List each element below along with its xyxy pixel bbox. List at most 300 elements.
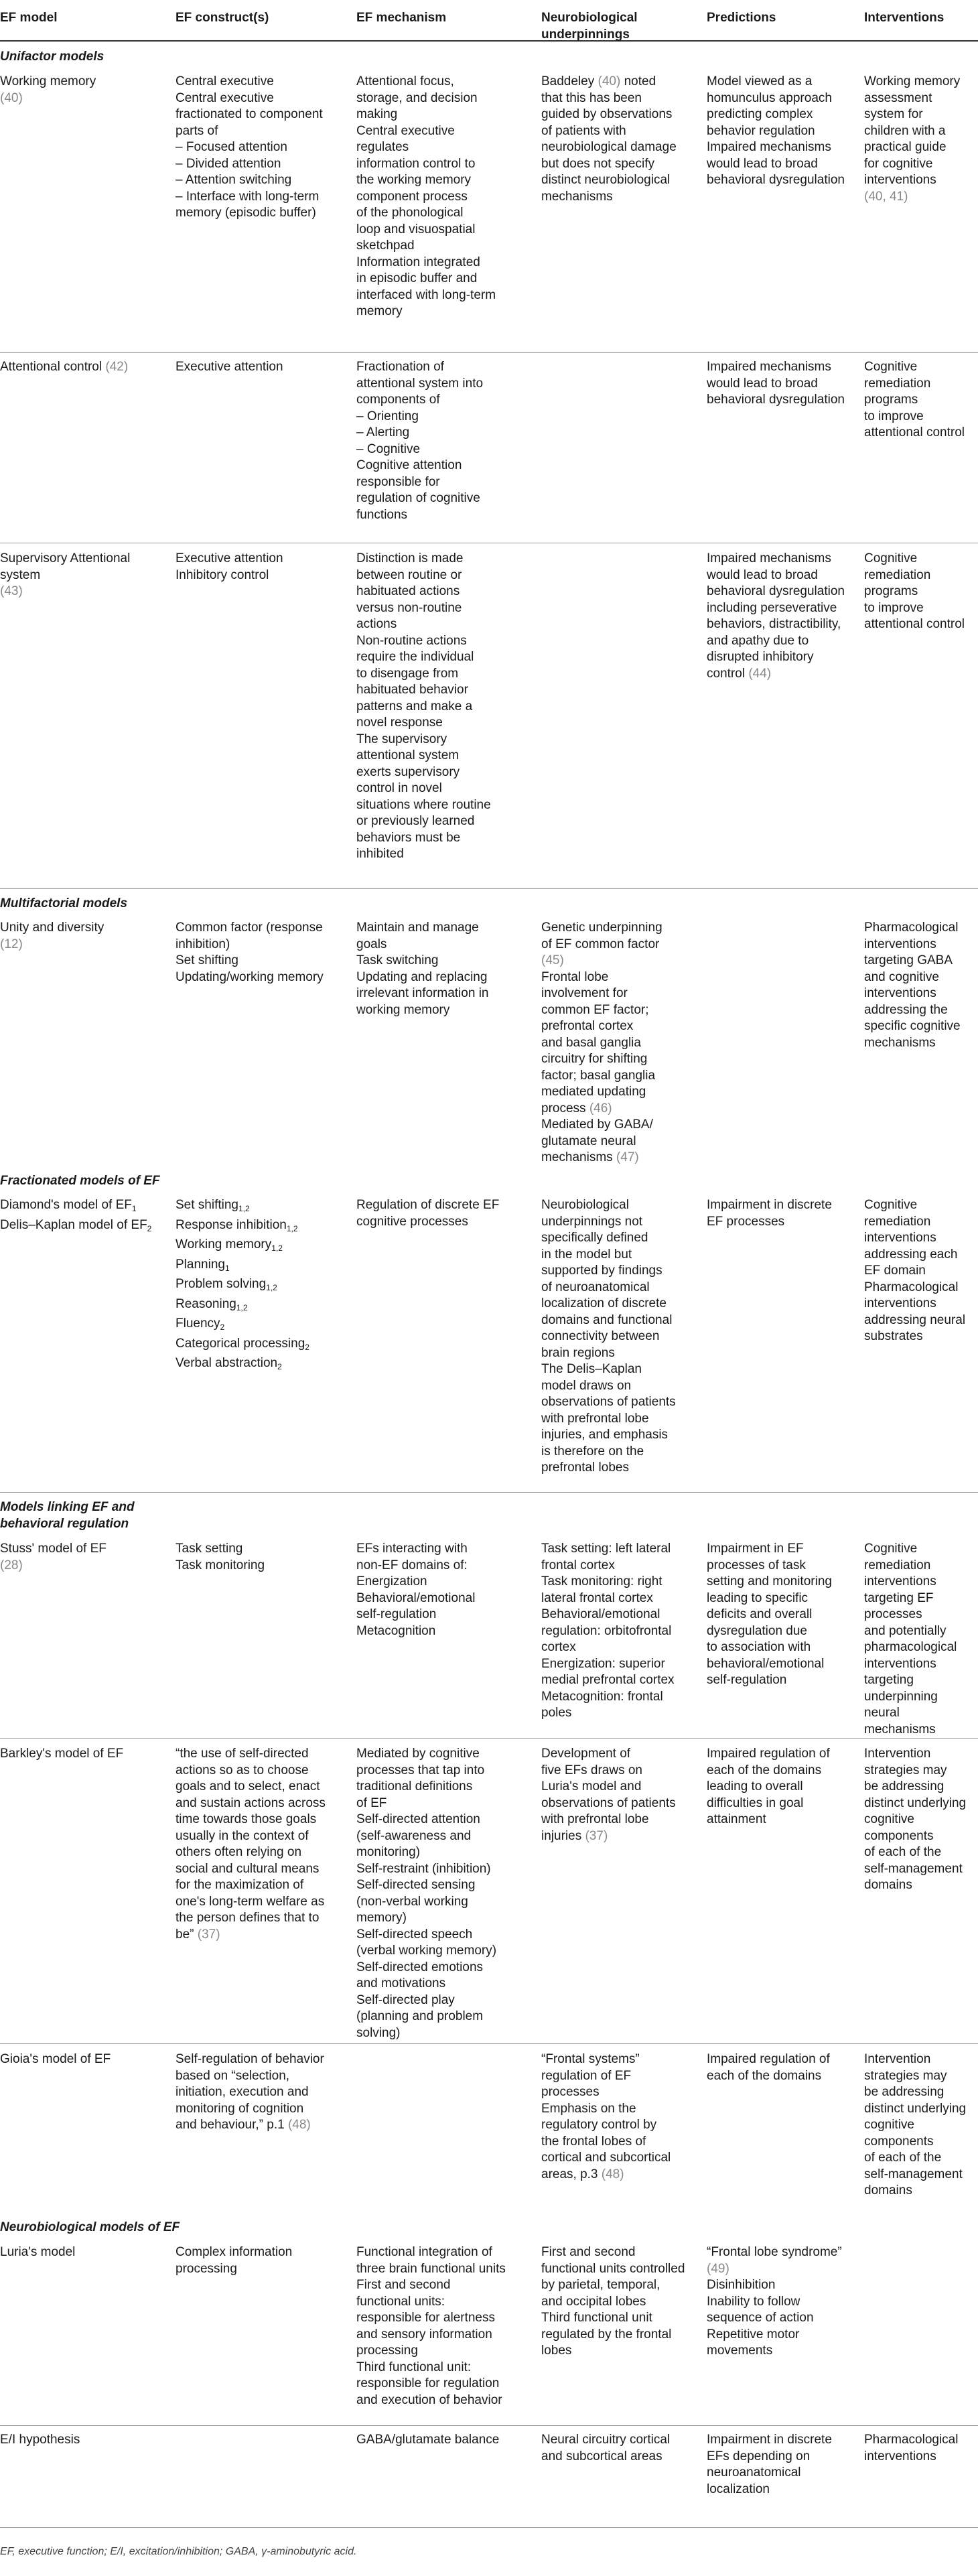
cell-line: interventions	[864, 1574, 936, 1588]
cell-line: Stuss' model of EF	[0, 1542, 107, 1556]
table-header	[0, 0, 978, 42]
cell-line: Response inhibition$_{1,2}$	[176, 1217, 298, 1233]
cell-line: strategies may	[864, 1763, 947, 1777]
cell-line: five EFs draws on	[541, 1763, 642, 1777]
cell-line: (49)	[707, 2261, 729, 2276]
cell-line: – Interface with long-term	[176, 189, 320, 204]
cell-line: Baddeley (40) noted	[541, 74, 656, 88]
cell-line: Mediated by cognitive	[356, 1747, 480, 1761]
cell-line: leading to overall	[707, 1779, 803, 1793]
cell-line: – Focused attention	[176, 140, 287, 154]
cell-line: guided by observations	[541, 107, 673, 121]
cell-line: Task monitoring	[176, 1558, 265, 1572]
cell-line: remediation	[864, 567, 931, 582]
cell-line: habituated actions	[356, 584, 460, 598]
cell-line: Task setting	[176, 1542, 243, 1556]
col-ef-mechanism	[356, 1541, 527, 1639]
cell-line: responsible for	[356, 474, 440, 489]
cell-line: each of the domains	[707, 1763, 822, 1777]
col-predictions	[707, 359, 854, 409]
cell-line: (non-verbal working	[356, 1894, 468, 1909]
col-predictions	[707, 1746, 854, 1828]
cell-line: interventions	[864, 1296, 936, 1310]
cell-line: usually in the context of	[176, 1828, 309, 1843]
cell-line: by parietal, temporal,	[541, 2278, 660, 2292]
header-ef-constructs: EF construct(s)	[176, 11, 269, 25]
cell-line: three brain functional units	[356, 2261, 506, 2276]
cell-line: (40, 41)	[864, 189, 908, 204]
cell-line: Maintain and manage	[356, 921, 479, 935]
col-ef-construct	[176, 74, 346, 222]
cell-line: programs	[864, 584, 918, 598]
cell-line: movements	[707, 2344, 773, 2358]
col-ef-model	[0, 1197, 167, 1237]
table-row-ei	[0, 2432, 978, 2528]
cell-line: Impairment in EF	[707, 1542, 804, 1556]
cell-line: areas, p.3 (48)	[541, 2167, 624, 2181]
cell-line: Task monitoring: right	[541, 1574, 662, 1588]
cell-line: Set shifting	[176, 953, 238, 967]
cell-line: (verbal working memory)	[356, 1944, 497, 1958]
col-interventions	[864, 920, 978, 1051]
cell-line: novel response	[356, 716, 443, 730]
col-ef-mechanism	[356, 359, 527, 523]
cell-line: Frontal lobe	[541, 969, 609, 984]
cell-line: to improve	[864, 600, 924, 615]
cell-line: Cognitive attention	[356, 458, 462, 472]
cell-line: self-management	[864, 1861, 963, 1876]
cell-line: goals	[356, 937, 387, 951]
col-ef-mechanism	[356, 2432, 527, 2449]
cell-line: Self-restraint (inhibition)	[356, 1861, 491, 1876]
cell-line: Third functional unit:	[356, 2360, 472, 2374]
cell-line: would lead to broad	[707, 156, 818, 171]
col-predictions	[707, 74, 854, 189]
cell-line: – Cognitive	[356, 442, 421, 456]
cell-line: mechanisms	[864, 1035, 936, 1050]
cell-line: Updating/working memory	[176, 969, 324, 984]
cell-line: dysregulation due	[707, 1623, 807, 1638]
cell-line: be addressing	[864, 2085, 945, 2099]
cell-line: factor; basal ganglia	[541, 1068, 656, 1083]
cell-line: Diamond's model of $EF_1$	[0, 1198, 137, 1213]
cell-line: attentional control	[864, 617, 965, 631]
col-predictions	[707, 1197, 854, 1230]
col-ef-construct	[176, 2244, 346, 2277]
section-title-multifactorial: Multifactorial models	[0, 896, 128, 910]
col-ef-model	[0, 359, 167, 376]
cell-line: Barkley's model of EF	[0, 1747, 124, 1761]
cell-line: circuitry for shifting	[541, 1052, 648, 1066]
cell-line: Intervention	[864, 1747, 931, 1761]
cell-line: involvement for	[541, 986, 628, 1000]
cell-line: frontal cortex	[541, 1558, 615, 1572]
cell-line: self-management	[864, 2167, 963, 2181]
cell-line: of EF common factor	[541, 937, 660, 951]
cell-line: Genetic underpinning	[541, 921, 662, 935]
cell-line: and motivations	[356, 1976, 446, 1990]
col-ef-model	[0, 1746, 167, 1763]
section-title-neurobiological: Neurobiological models of EF	[0, 2220, 180, 2234]
col-predictions	[707, 2432, 854, 2498]
cell-line: “Frontal systems”	[541, 2052, 640, 2066]
cell-line: Self-regulation of behavior	[176, 2052, 324, 2066]
cell-line: neuroanatomical	[707, 2465, 801, 2480]
cell-line: (28)	[0, 1558, 23, 1572]
cell-line: practical guide	[864, 140, 947, 154]
cell-line: would lead to broad	[707, 376, 818, 391]
cell-line: self-regulation	[356, 1607, 437, 1621]
cell-line: but does not specify	[541, 156, 654, 171]
cell-line: remediation	[864, 376, 931, 391]
cell-line: and apathy due to	[707, 633, 809, 648]
cell-line: lateral frontal cortex	[541, 1590, 653, 1605]
col-predictions	[707, 1541, 854, 1689]
col-predictions	[707, 2051, 854, 2084]
section-title-fractionated: Fractionated models of EF	[0, 1174, 160, 1188]
cell-line: addressing the	[864, 1002, 948, 1017]
cell-line: Task setting: left lateral	[541, 1542, 671, 1556]
cell-line: Delis–Kaplan model of $EF_2$	[0, 1217, 152, 1233]
cell-line: behavioral dysregulation	[707, 393, 845, 407]
cell-line: social and cultural means	[176, 1861, 320, 1876]
cell-line: Distinction is made	[356, 551, 464, 565]
cell-line: with prefrontal lobe	[541, 1812, 649, 1826]
cell-line: (12)	[0, 937, 23, 951]
cell-line: programs	[864, 393, 918, 407]
col-ef-mechanism	[356, 1197, 527, 1230]
cell-line: deficits and overall	[707, 1607, 813, 1621]
table-row-barkley	[0, 1746, 978, 2044]
cell-line: glutamate neural	[541, 1134, 636, 1148]
cell-line: First and second	[356, 2278, 451, 2292]
cell-line: and basal ganglia	[541, 1035, 641, 1050]
cell-line: (40)	[0, 90, 23, 105]
cell-line: domains	[864, 1878, 912, 1892]
cell-line: making	[356, 107, 398, 121]
cell-line: prefrontal cortex	[541, 1019, 634, 1033]
cell-line: prefrontal lobes	[541, 1461, 629, 1475]
col-ef-model	[0, 2432, 167, 2449]
cell-line: and sustain actions across	[176, 1795, 326, 1810]
cell-line: Reasoning$_{1,2}$	[176, 1296, 248, 1312]
header-ef-model: EF model	[0, 11, 58, 25]
cell-line: behaviors must be	[356, 830, 461, 845]
cell-line: poles	[541, 1706, 572, 1720]
cell-line: Self-directed speech	[356, 1927, 473, 1942]
cell-line: The Delis–Kaplan	[541, 1362, 642, 1376]
cell-line: interventions	[864, 1656, 936, 1671]
cell-line: distinct underlying	[864, 1795, 967, 1810]
cell-line: actions	[356, 617, 397, 631]
cell-line: Working memory$_{1,2}$	[176, 1237, 283, 1253]
section-title-linking-2: behavioral regulation	[0, 1517, 129, 1531]
cell-line: Supervisory Attentional	[0, 551, 131, 565]
cell-line: assessment	[864, 90, 932, 105]
cell-line: patterns and make a	[356, 699, 473, 714]
cell-line: addressing each	[864, 1247, 958, 1262]
cell-line: others often relying on	[176, 1845, 302, 1859]
cell-line: EFs interacting with	[356, 1542, 468, 1556]
cell-line: “the use of self-directed	[176, 1747, 309, 1761]
cell-line: addressing neural	[864, 1312, 966, 1327]
cell-line: EFs depending on	[707, 2449, 811, 2463]
cell-line: Disinhibition	[707, 2278, 776, 2292]
cell-line: difficulties in goal	[707, 1795, 804, 1810]
cell-line: Model viewed as a	[707, 74, 813, 88]
cell-line: Cognitive	[864, 1542, 918, 1556]
cell-line: Working memory	[864, 74, 961, 88]
cell-line: attentional system into	[356, 376, 484, 391]
col-ef-mechanism	[356, 1746, 527, 2041]
col-ef-model	[0, 1541, 167, 1574]
cell-line: EF processes	[707, 1214, 785, 1229]
cell-line: fractionated to component	[176, 107, 323, 121]
cell-line: interventions	[864, 937, 936, 951]
cell-line: interventions	[864, 173, 936, 187]
cell-line: functional units:	[356, 2294, 445, 2309]
cell-line: interfaced with long-term	[356, 287, 496, 302]
table-row-ac	[0, 359, 978, 543]
cell-line: attentional control	[864, 425, 965, 439]
cell-line: the frontal lobes of	[541, 2134, 646, 2149]
cell-line: homunculus approach	[707, 90, 832, 105]
cell-line: common EF factor;	[541, 1002, 649, 1017]
cell-line: leading to specific	[707, 1590, 809, 1605]
col-interventions	[864, 1746, 978, 1894]
cell-line: disrupted inhibitory	[707, 650, 814, 664]
cell-line: processing	[356, 2344, 418, 2358]
cell-line: strategies may	[864, 2068, 947, 2083]
col-predictions	[707, 551, 854, 682]
col-interventions	[864, 1197, 978, 1345]
cell-line: Repetitive motor	[707, 2327, 800, 2342]
table-row-ud	[0, 920, 978, 1165]
cell-line: Behavioral/emotional	[356, 1590, 476, 1605]
cell-line: versus non-routine	[356, 600, 462, 615]
cell-line: component process	[356, 189, 468, 204]
cell-line: parts of	[176, 123, 218, 138]
cell-line: for cognitive	[864, 156, 933, 171]
cell-line: neurobiological damage	[541, 140, 677, 154]
cell-line: responsible for regulation	[356, 2376, 500, 2390]
cell-line: distinct underlying	[864, 2101, 967, 2116]
cell-line: attentional system	[356, 748, 460, 762]
cell-line: regulation: orbitofrontal	[541, 1623, 672, 1638]
col-ef-mechanism	[356, 551, 527, 863]
cell-line: Functional integration of	[356, 2245, 492, 2259]
cell-line: behavioral dysregulation	[707, 173, 845, 187]
cell-line: be” (37)	[176, 1927, 220, 1942]
cell-line: situations where routine	[356, 797, 491, 812]
cell-line: components of	[356, 393, 440, 407]
cell-line: system for	[864, 107, 923, 121]
cell-line: each of the domains	[707, 2068, 822, 2083]
cell-line: and subcortical areas	[541, 2449, 662, 2463]
cell-line: and occipital lobes	[541, 2294, 646, 2309]
cell-line: Self-directed attention	[356, 1812, 480, 1826]
cell-line: processes	[541, 2085, 600, 2099]
cell-line: Information integrated	[356, 255, 480, 269]
cell-line: cortical and subcortical	[541, 2151, 671, 2165]
cell-line: of the phonological	[356, 206, 464, 220]
cell-line: injuries (37)	[541, 1828, 608, 1843]
col-ef-construct	[176, 551, 346, 584]
cell-line: that this has been	[541, 90, 642, 105]
cell-line: in the model but	[541, 1247, 632, 1262]
cell-line: Luria's model and	[541, 1779, 642, 1793]
cell-line: sketchpad	[356, 239, 415, 253]
cell-line: memory	[356, 304, 403, 318]
cell-line: and cognitive	[864, 969, 939, 984]
cell-line: and sensory information	[356, 2327, 492, 2342]
cell-line: memory)	[356, 1911, 407, 1925]
cell-line: Emphasis on the	[541, 2101, 636, 2116]
cell-line: medial prefrontal cortex	[541, 1673, 675, 1687]
cell-line: to improve	[864, 409, 924, 423]
cell-line: irrelevant information in	[356, 986, 489, 1000]
cell-line: Metacognition: frontal	[541, 1689, 663, 1704]
cell-line: functions	[356, 507, 408, 522]
cell-line: cognitive processes	[356, 1214, 468, 1229]
col-interventions	[864, 1541, 978, 1738]
cell-line: (planning and problem	[356, 2009, 484, 2023]
table-row-sas	[0, 551, 978, 889]
cell-line: behaviors, distractibility,	[707, 617, 841, 631]
section-title-unifactor: Unifactor models	[0, 50, 104, 64]
col-interventions	[864, 2051, 978, 2199]
cell-line: model draws on	[541, 1378, 632, 1393]
cell-line: Neurobiological	[541, 1198, 629, 1212]
cell-line: targeting GABA	[864, 953, 953, 967]
cell-line: Gioia's model of EF	[0, 2052, 111, 2066]
cell-line: Working memory	[0, 74, 96, 88]
table-row-luria	[0, 2244, 978, 2426]
cell-line: Pharmacological	[864, 1280, 959, 1294]
cell-line: based on “selection,	[176, 2068, 290, 2083]
cell-line: Unity and diversity	[0, 921, 104, 935]
cell-line: regulates	[356, 140, 409, 154]
cell-line: of patients with	[541, 123, 626, 138]
cell-line: Complex information	[176, 2245, 293, 2259]
cell-line: (45)	[541, 953, 564, 967]
cell-line: Inhibitory control	[176, 567, 269, 582]
cell-line: control (44)	[707, 666, 772, 681]
cell-line: – Alerting	[356, 425, 410, 439]
cell-line: EF domain	[864, 1264, 926, 1278]
cell-line: underpinnings not	[541, 1214, 643, 1229]
cell-line: Impaired mechanisms	[707, 360, 831, 374]
cell-line: memory (episodic buffer)	[176, 206, 316, 220]
cell-line: Fluency$_2$	[176, 1316, 225, 1332]
cell-line: behavioral dysregulation	[707, 584, 845, 598]
cell-line: Cognitive	[864, 360, 918, 374]
cell-line: to association with	[707, 1640, 811, 1654]
cell-line: cortex	[541, 1640, 576, 1654]
cell-line: Impairment in discrete	[707, 1198, 832, 1212]
cell-line: self-regulation	[707, 1673, 787, 1687]
cell-line: neural	[864, 1706, 900, 1720]
cell-line: monitoring of cognition	[176, 2101, 304, 2116]
cell-line: Behavioral/emotional	[541, 1607, 660, 1621]
cell-line: initiation, execution and	[176, 2085, 309, 2099]
col-ef-mechanism	[356, 920, 527, 1018]
cell-line: remediation	[864, 1214, 931, 1229]
cell-line: observations of patients	[541, 1795, 676, 1810]
cell-line: Verbal abstraction$_2$	[176, 1356, 282, 1371]
col-neuro-underpinnings	[541, 1541, 695, 1722]
cell-line: distinct neurobiological	[541, 173, 671, 187]
cell-line: setting and monitoring	[707, 1574, 832, 1588]
header-ef-mechanism: EF mechanism	[356, 11, 447, 25]
col-neuro-underpinnings	[541, 74, 695, 205]
cell-line: regulation of EF	[541, 2068, 632, 2083]
cell-line: Regulation of discrete EF	[356, 1198, 500, 1212]
cell-line: Third functional unit	[541, 2311, 652, 2325]
cell-line: inhibited	[356, 847, 404, 861]
col-ef-construct	[176, 359, 346, 376]
cell-line: Pharmacological	[864, 2433, 959, 2447]
cell-line: habituated behavior	[356, 683, 468, 697]
cell-line: process (46)	[541, 1101, 612, 1115]
cell-line: injuries, and emphasis	[541, 1428, 669, 1442]
cell-line: targeting	[864, 1673, 914, 1687]
cell-line: inhibition)	[176, 937, 230, 951]
cell-line: cognitive	[864, 2118, 914, 2132]
cell-line: predicting complex	[707, 107, 813, 121]
cell-line: Self-directed emotions	[356, 1960, 484, 1974]
section-title-linking-1: Models linking EF and	[0, 1500, 135, 1514]
cell-line: observations of patients	[541, 1395, 676, 1409]
table-row-gioia	[0, 2051, 978, 2218]
col-ef-model	[0, 2244, 167, 2261]
cell-line: storage, and decision	[356, 90, 478, 105]
table-row-wm	[0, 74, 978, 353]
cell-line: monitoring)	[356, 1845, 421, 1859]
cell-line: and behaviour,” p.1 (48)	[176, 2118, 311, 2132]
cell-line: (43)	[0, 584, 23, 598]
cell-line: Intervention	[864, 2052, 931, 2066]
cell-line: for the maximization of	[176, 1878, 304, 1892]
cell-line: of neuroanatomical	[541, 1280, 650, 1294]
cell-line: actions so as to choose	[176, 1763, 309, 1777]
cell-line: and execution of behavior	[356, 2392, 502, 2407]
col-interventions	[864, 359, 978, 442]
cell-line: underpinning	[864, 1689, 938, 1704]
cell-line: control in novel	[356, 781, 442, 795]
cell-line: functional units controlled	[541, 2261, 685, 2276]
cell-line: processes that tap into	[356, 1763, 485, 1777]
cell-line: Problem solving$_{1,2}$	[176, 1277, 277, 1292]
cell-line: Cognitive	[864, 1198, 918, 1212]
cell-line: Common factor (response	[176, 921, 323, 935]
cell-line: cognitive	[864, 1812, 914, 1826]
cell-line: interventions	[864, 986, 936, 1000]
cell-line: or previously learned	[356, 814, 475, 828]
cell-line: Self-directed sensing	[356, 1878, 476, 1892]
cell-line: components	[864, 1828, 934, 1843]
col-ef-construct	[176, 1746, 346, 1943]
cell-line: Central executive	[356, 123, 455, 138]
col-interventions	[864, 551, 978, 633]
col-neuro-underpinnings	[541, 2051, 695, 2183]
cell-line: Impaired regulation of	[707, 2052, 830, 2066]
cell-line: Inability to follow	[707, 2294, 800, 2309]
cell-line: specifically defined	[541, 1231, 648, 1245]
cell-line: The supervisory	[356, 732, 447, 746]
col-predictions	[707, 2244, 854, 2360]
cell-line: localization of discrete	[541, 1296, 667, 1310]
